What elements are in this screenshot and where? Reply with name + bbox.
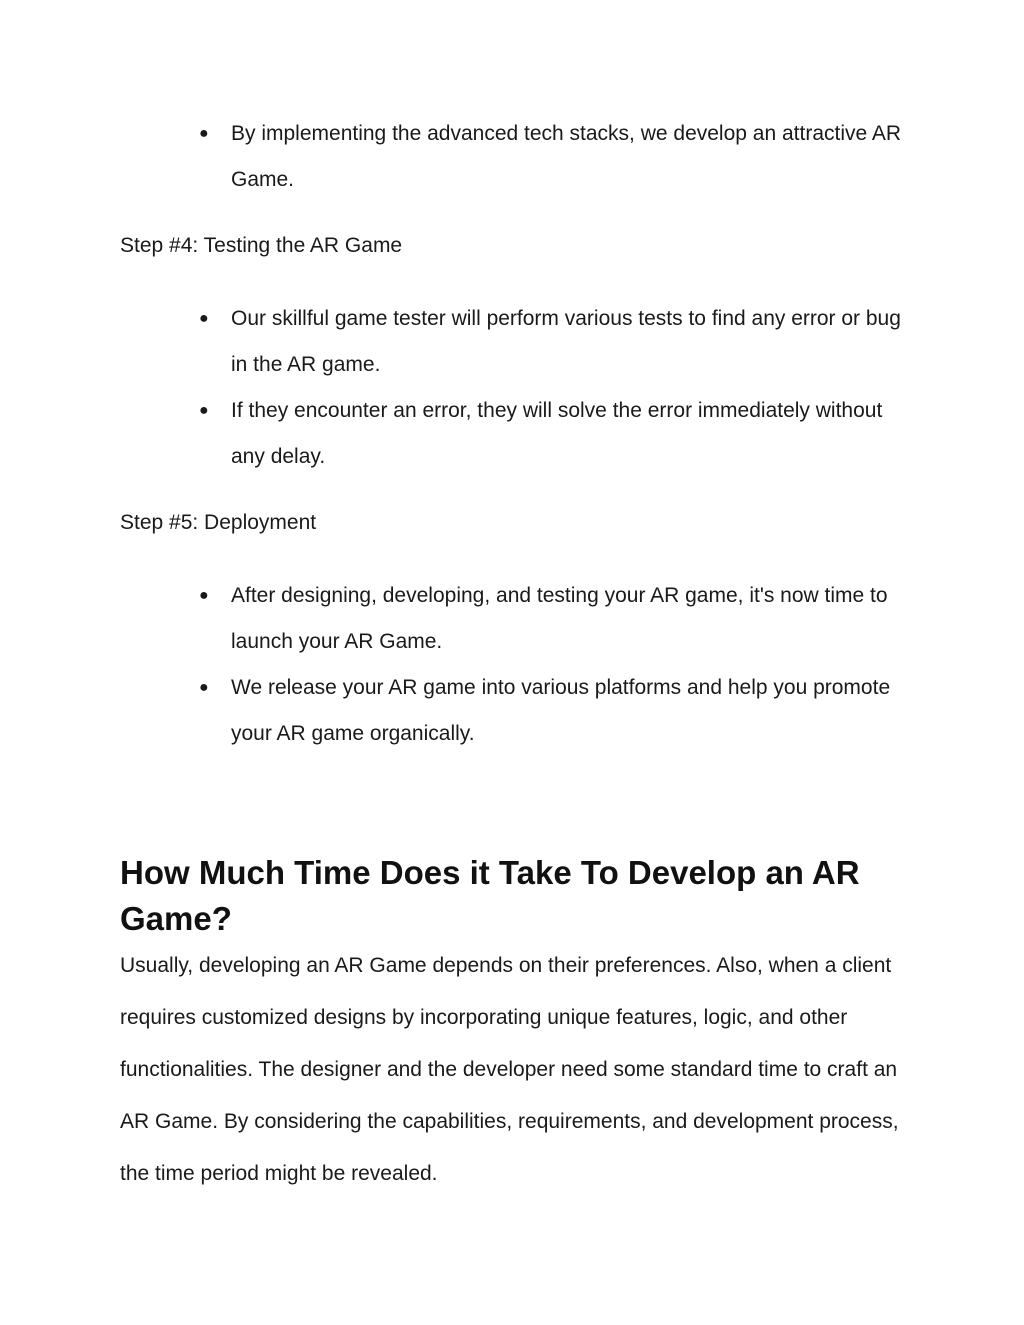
body-paragraph: Usually, developing an AR Game depends on their preferences. Also, when a client requires customized designs by incorporating unique features, logic, and other functionalities. The designer and the developer need some standard time to craft an AR Game. By considering the capabilities, requirements, and development process, the time period might be revealed. xyxy=(120,954,899,1185)
list-item xyxy=(196,573,916,665)
list-item xyxy=(196,665,916,757)
intro-bullet-list xyxy=(196,111,916,203)
list-item xyxy=(196,111,916,203)
list-item xyxy=(196,296,916,388)
list-item-text: We release your AR game into various platforms and help you promote your AR game organically. xyxy=(231,676,891,745)
step-5-heading: Step #5: Deployment xyxy=(120,511,317,534)
list-item-text: If they encounter an error, they will solve the error immediately without any delay. xyxy=(231,399,883,468)
list-item-text: By implementing the advanced tech stacks, we develop an attractive AR Game. xyxy=(231,122,902,191)
section-title: How Much Time Does it Take To Develop an AR Game? xyxy=(120,854,860,937)
step-5-bullet-list xyxy=(196,573,916,757)
bullet-icon: ● xyxy=(199,310,209,327)
bullet-icon: ● xyxy=(199,587,209,604)
bullet-icon: ● xyxy=(199,125,209,142)
bullet-icon: ● xyxy=(199,402,209,419)
list-item-text: Our skillful game tester will perform various tests to find any error or bug in the AR game. xyxy=(231,307,901,376)
list-item xyxy=(196,388,916,480)
bullet-icon: ● xyxy=(199,679,209,696)
list-item-text: After designing, developing, and testing your AR game, it's now time to launch your AR Game. xyxy=(231,584,888,653)
step-4-heading: Step #4: Testing the AR Game xyxy=(120,234,403,257)
step-4-bullet-list xyxy=(196,296,916,480)
